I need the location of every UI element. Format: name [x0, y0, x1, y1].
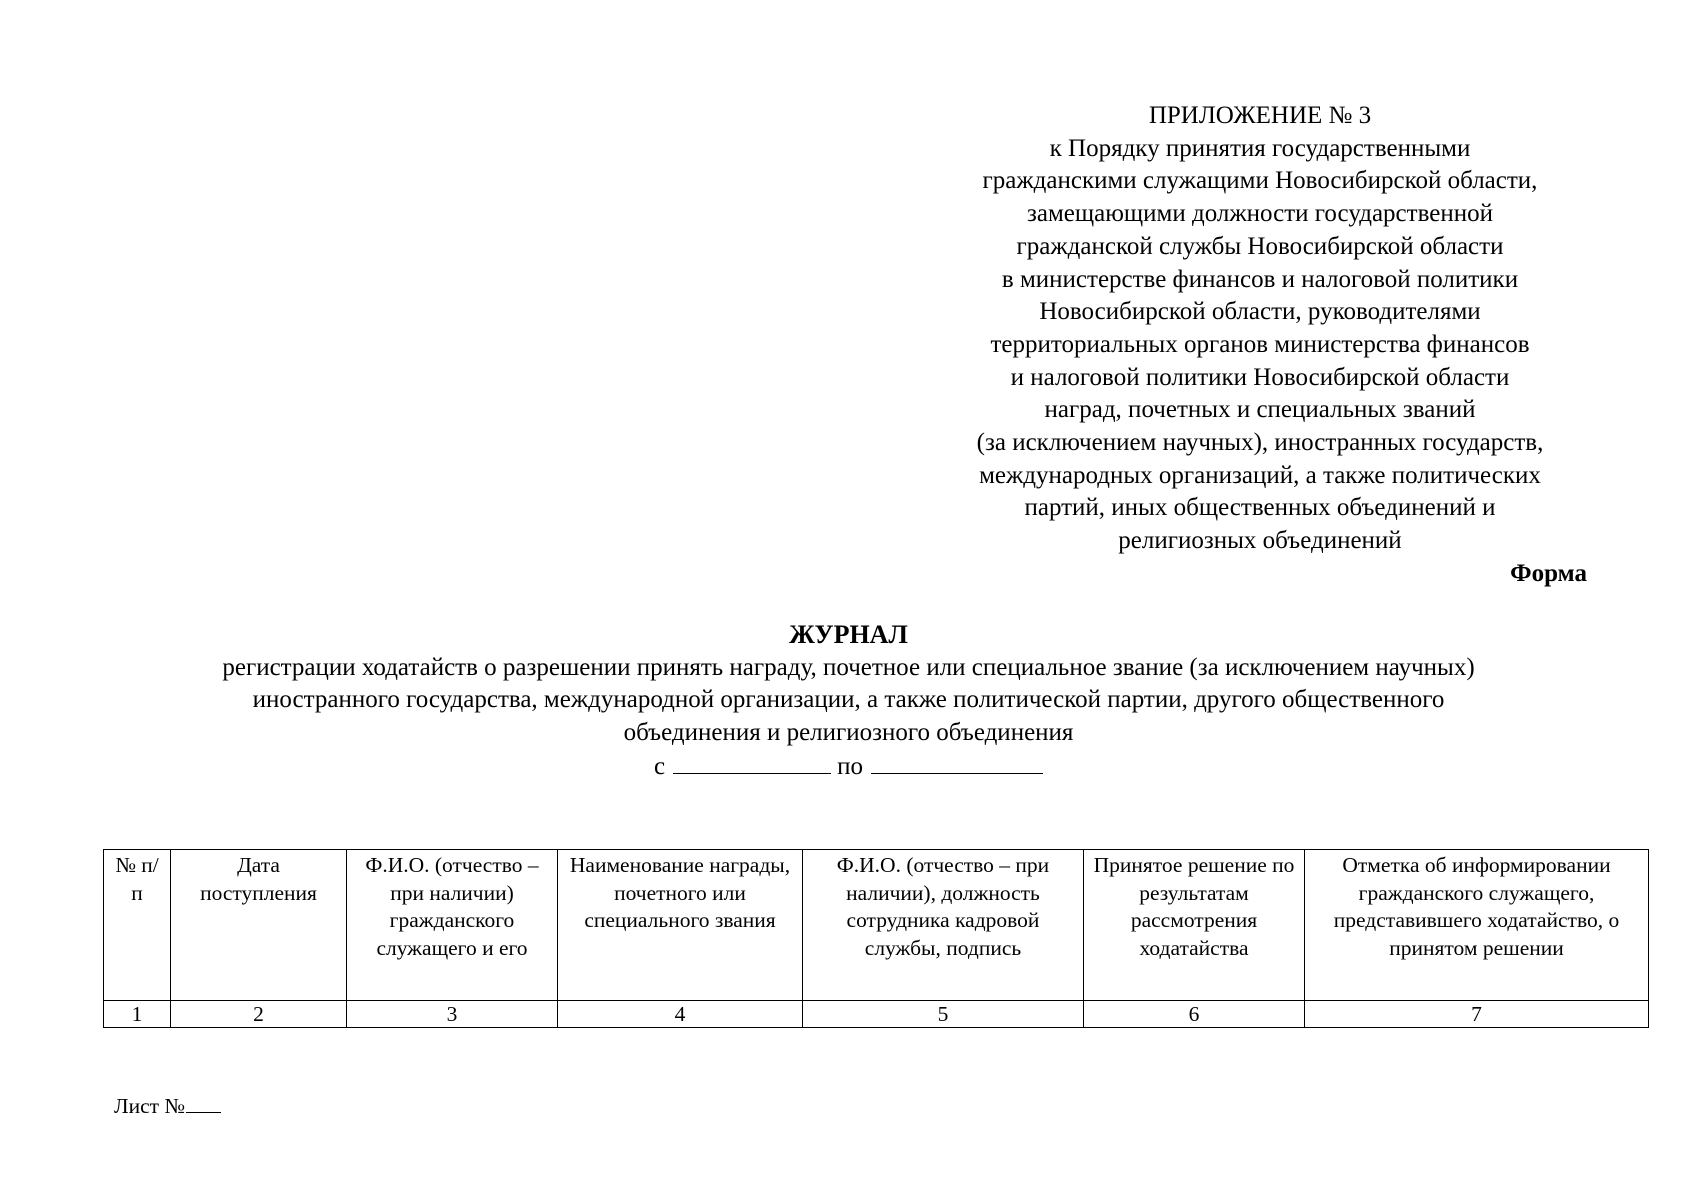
- appendix-line: (за исключением научных), иностранных государств,: [976, 429, 1544, 457]
- journal-heading: [0, 619, 1697, 784]
- appendix-line: Новосибирской области, руководителями: [1039, 298, 1481, 326]
- column-number-cell: 4: [558, 1001, 803, 1028]
- column-number-cell: 6: [1084, 1001, 1305, 1028]
- journal-subtitle-line: иностранного государства, международной организации, а также политической партии, другого общественного: [252, 686, 1445, 713]
- column-number-cell: 1: [104, 1001, 171, 1028]
- column-number-cell: 5: [803, 1001, 1084, 1028]
- header-award-name: Наименование награды, почетного или специального звания: [558, 850, 803, 1001]
- appendix-line: и налоговой политики Новосибирской области: [1010, 363, 1510, 391]
- header-notification-mark: Отметка об информировании гражданского служащего, представившего ходатайство, о принятом решении: [1305, 850, 1649, 1001]
- column-number-cell: 7: [1305, 1001, 1649, 1028]
- appendix-line: в министерстве финансов и налоговой политики: [1001, 265, 1519, 293]
- header-number: № п/п: [104, 850, 171, 1001]
- appendix-title: ПРИЛОЖЕНИЕ № 3: [1148, 102, 1372, 129]
- register-table: [103, 849, 1649, 1028]
- appendix-header: [940, 100, 1580, 558]
- journal-subtitle-line: объединения и религиозного объединения: [623, 718, 1074, 746]
- sheet-number: [114, 1092, 221, 1119]
- period-line: [0, 749, 1697, 784]
- sheet-label: Лист №: [114, 1094, 185, 1118]
- header-hr-employee: Ф.И.О. (отчество – при наличии), должность сотрудника кадровой службы, подпись: [803, 850, 1084, 1001]
- header-receipt-date: Дата поступления: [171, 850, 347, 1001]
- period-to-label: по: [837, 753, 863, 780]
- header-decision: Принятое решение по результатам рассмотрения ходатайства: [1084, 850, 1305, 1001]
- appendix-line: наград, почетных и специальных званий: [1044, 396, 1476, 424]
- journal-title: ЖУРНАЛ: [789, 620, 908, 649]
- appendix-line: территориальных органов министерства финансов: [990, 330, 1530, 358]
- appendix-line: гражданскими служащими Новосибирской области,: [982, 167, 1538, 195]
- appendix-line: замещающими должности государственной: [1027, 200, 1493, 228]
- period-from-blank: [673, 749, 831, 774]
- column-number-cell: 2: [171, 1001, 347, 1028]
- column-number-cell: 3: [347, 1001, 558, 1028]
- period-to-blank: [871, 749, 1043, 774]
- table-row: [104, 1001, 1649, 1028]
- sheet-number-blank: [186, 1092, 221, 1113]
- period-from-label: с: [654, 753, 666, 780]
- appendix-line: партий, иных общественных объединений и: [1024, 494, 1496, 522]
- table-header-row: [104, 850, 1649, 1001]
- journal-subtitle-line: регистрации ходатайств о разрешении принять награду, почетное или специальное звание (за исключением научных): [222, 653, 1475, 681]
- appendix-line: к Порядку принятия государственными: [1049, 134, 1471, 162]
- appendix-line: международных организаций, а также политических: [979, 461, 1541, 489]
- appendix-line: гражданской службы Новосибирской области: [1016, 232, 1504, 260]
- header-employee-name: Ф.И.О. (отчество – при наличии) гражданского служащего и его: [347, 850, 558, 1001]
- appendix-line: религиозных объединений: [1118, 527, 1402, 555]
- form-label: Форма: [1510, 560, 1587, 587]
